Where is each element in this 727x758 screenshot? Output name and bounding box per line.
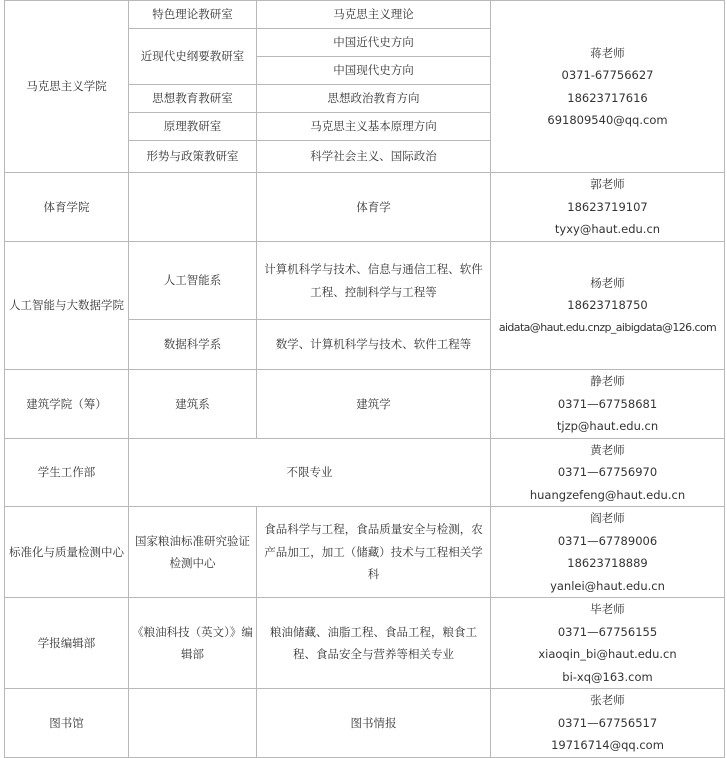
contact-phone: 0371—67756970 xyxy=(557,465,658,479)
college-cell: 人工智能与大数据学院 xyxy=(5,242,129,370)
contact-mobile: 18623719107 xyxy=(567,199,648,214)
contact-phone: 0371-67756627 xyxy=(561,68,654,82)
major-cell: 中国近代史方向 xyxy=(257,29,491,57)
table-row xyxy=(5,370,725,439)
contact-phone: 0371—67758681 xyxy=(557,396,658,411)
major-cell: 科学社会主义、国际政治 xyxy=(257,141,491,173)
contact-cell xyxy=(491,438,725,507)
contact-mobile: 18623718889 xyxy=(567,556,648,570)
contact-phone: 0371—67789006 xyxy=(557,533,658,548)
contact-name: 静老师 xyxy=(590,374,625,388)
dept-cell: 人工智能系 xyxy=(129,242,257,320)
contact-cell xyxy=(491,242,725,370)
table-row xyxy=(5,1,725,29)
table-row xyxy=(5,242,725,320)
college-cell: 图书馆 xyxy=(5,689,129,758)
major-cell: 中国现代史方向 xyxy=(257,57,491,85)
dept-cell: 原理教研室 xyxy=(129,113,257,141)
dept-cell xyxy=(129,689,257,758)
contact-email: yanlei@haut.edu.cn xyxy=(550,578,665,593)
contact-cell xyxy=(491,173,725,242)
contact-cell xyxy=(491,1,725,173)
major-cell: 计算机科学与技术、信息与通信工程、软件工程、控制科学与工程等 xyxy=(257,242,491,320)
table-row xyxy=(5,438,725,507)
contact-name: 张老师 xyxy=(590,693,625,707)
dept-cell: 国家粮油标准研究验证检测中心 xyxy=(129,507,257,598)
dept-cell: 建筑系 xyxy=(129,370,257,439)
major-cell: 食品科学与工程，食品质量安全与检测，农产品加工，加工（储藏）技术与工程相关学科 xyxy=(257,507,491,598)
contact-mobile: 18623718750 xyxy=(567,298,648,313)
major-cell: 数学、计算机科学与技术、软件工程等 xyxy=(257,320,491,370)
college-cell: 标准化与质量检测中心 xyxy=(5,507,129,598)
table-row xyxy=(5,598,725,689)
college-cell: 马克思主义学院 xyxy=(5,1,129,173)
major-cell: 粮油储藏、油脂工程、食品工程，粮食工程、食品安全与营养等相关专业 xyxy=(257,598,491,689)
contact-email: tyxy@haut.edu.cn xyxy=(554,222,661,237)
major-cell: 马克思主义基本原理方向 xyxy=(257,113,491,141)
contact-name: 黄老师 xyxy=(590,442,625,457)
college-cell: 建筑学院（筹） xyxy=(5,370,129,439)
dept-cell: 思想教育教研室 xyxy=(129,85,257,113)
major-cell: 马克思主义理论 xyxy=(257,1,491,29)
contact-email: aidata@haut.edu.cnzp_aibigdata@126.com xyxy=(498,320,717,334)
dept-cell: 近现代史纲要教研室 xyxy=(129,29,257,85)
contact-cell xyxy=(491,598,725,689)
contact-phone: 0371—67756517 xyxy=(557,715,658,730)
table-row xyxy=(5,507,725,598)
major-cell: 建筑学 xyxy=(257,370,491,439)
contact-email: 19716714@qq.com xyxy=(551,738,664,752)
major-cell: 体育学 xyxy=(257,173,491,242)
table-row xyxy=(5,689,725,758)
contact-name: 毕老师 xyxy=(590,602,625,616)
college-cell: 学生工作部 xyxy=(5,438,129,507)
dept-cell xyxy=(129,173,257,242)
contact-cell xyxy=(491,370,725,439)
college-cell: 体育学院 xyxy=(5,173,129,242)
contact-email-alt: bi-xq@163.com xyxy=(562,669,653,684)
contact-email: huangzefeng@haut.edu.cn xyxy=(529,487,686,502)
major-cell: 不限专业 xyxy=(129,438,491,507)
recruitment-table xyxy=(4,0,725,758)
contact-name: 蒋老师 xyxy=(590,45,625,60)
dept-cell: 《粮油科技（英文）》编辑部 xyxy=(129,598,257,689)
contact-mobile: 18623717616 xyxy=(567,90,648,105)
contact-cell xyxy=(491,689,725,758)
college-cell: 学报编辑部 xyxy=(5,598,129,689)
major-cell: 思想政治教育方向 xyxy=(257,85,491,113)
dept-cell: 形势与政策教研室 xyxy=(129,141,257,173)
major-cell: 图书情报 xyxy=(257,689,491,758)
contact-name: 郭老师 xyxy=(590,177,625,192)
dept-cell: 特色理论教研室 xyxy=(129,1,257,29)
contact-email: tjzp@haut.edu.cn xyxy=(556,419,659,433)
contact-name: 杨老师 xyxy=(590,275,625,290)
contact-cell xyxy=(491,507,725,598)
table-row xyxy=(5,173,725,242)
contact-name: 阎老师 xyxy=(590,511,625,525)
contact-phone: 0371—67756155 xyxy=(557,624,658,639)
contact-email: 691809540@qq.com xyxy=(547,113,668,127)
dept-cell: 数据科学系 xyxy=(129,320,257,370)
contact-email: xiaoqin_bi@haut.edu.cn xyxy=(538,647,677,661)
